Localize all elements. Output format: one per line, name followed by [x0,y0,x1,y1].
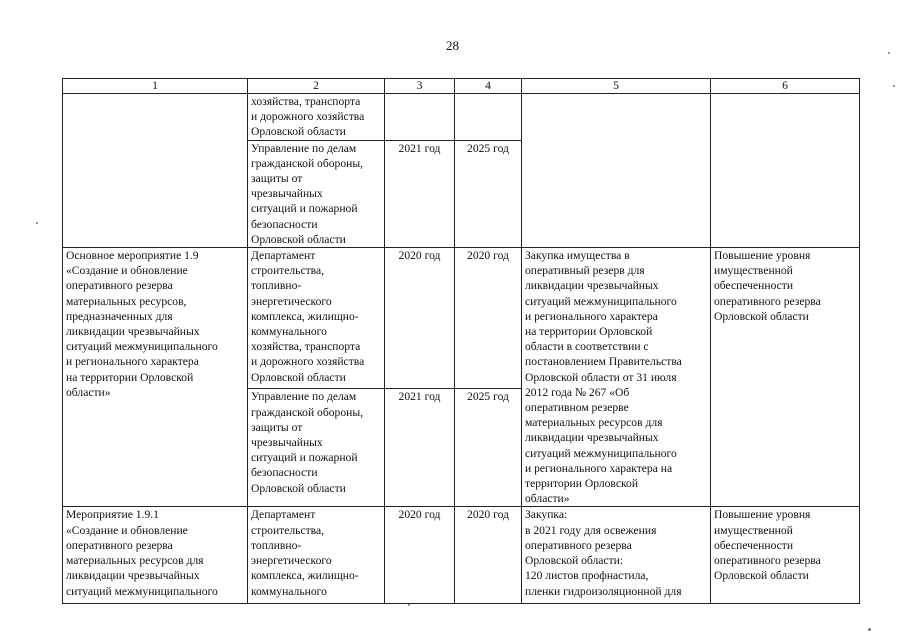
column-header-3: 3 [385,79,455,94]
outcome-cell: Повышение уровня имущественной обеспеченности оперативного резерва Орловской области [711,507,860,604]
table-row [63,248,860,389]
end-year-cell: 2020 год [455,248,522,389]
executor-cell: Департамент строительства, топливно- энергетического комплекса, жилищно- коммунального [248,507,385,604]
table-row [63,94,860,141]
measure-cell: Мероприятие 1.9.1 «Создание и обновление оперативного резерва материальных ресурсов для ликвидации чрезвычайных ситуаций межмуниципального [63,507,248,604]
end-year-cell [455,94,522,141]
end-year-cell: 2025 год [455,140,522,247]
column-header-6: 6 [711,79,860,94]
end-year-cell: 2020 год [455,507,522,604]
start-year-cell: 2021 год [385,140,455,247]
scan-speck [888,52,890,54]
scan-speck [408,604,410,606]
outcome-cell: Повышение уровня имущественной обеспеченности оперативного резерва Орловской области [711,248,860,507]
result-cell: Закупка имущества в оперативный резерв для ликвидации чрезвычайных ситуаций межмуниципального и регионального характера на территории Орловской области в соответствии с постановлением Правительства Орловской области от 31 июля 2012 года № 267 «Об оперативном резерве материальных ресурсов для ликвидации чрезвычайных ситуаций межмуниципального и регионального характера на территории Орловской области» [522,248,711,507]
result-cell: Закупка: в 2021 году для освежения оперативного резерва Орловской области: 120 листов профнастила, пленки гидроизоляционной для [522,507,711,604]
scan-speck [868,628,871,631]
outcome-cell-empty [711,94,860,248]
start-year-cell: 2020 год [385,507,455,604]
page-number: 28 [446,38,459,53]
column-header-2: 2 [248,79,385,94]
measure-cell-empty [63,94,248,248]
executor-cell: Управление по делам гражданской обороны, защиты от чрезвычайных ситуаций и пожарной безопасности Орловской области [248,389,385,507]
column-header-4: 4 [455,79,522,94]
start-year-cell [385,94,455,141]
start-year-cell: 2021 год [385,389,455,507]
table-row [63,507,860,604]
executor-cell: Управление по делам гражданской обороны, защиты от чрезвычайных ситуаций и пожарной безопасности Орловской области [248,140,385,247]
column-header-5: 5 [522,79,711,94]
header-row [63,79,860,94]
scan-speck [36,222,38,224]
executor-cell: Департамент строительства, топливно- энергетического комплекса, жилищно- коммунального хозяйства, транспорта и дорожного хозяйства Орловской области [248,248,385,389]
executor-cell: хозяйства, транспорта и дорожного хозяйства Орловской области [248,94,385,141]
measure-cell: Основное мероприятие 1.9 «Создание и обновление оперативного резерва материальных ресурсов, предназначенных для ликвидации чрезвычайных ситуаций межмуниципального и регионального характера на территории Орловской области» [63,248,248,507]
start-year-cell: 2020 год [385,248,455,389]
scan-speck [893,85,895,87]
result-cell-empty [522,94,711,248]
column-header-1: 1 [63,79,248,94]
end-year-cell: 2025 год [455,389,522,507]
measures-table [62,78,860,604]
